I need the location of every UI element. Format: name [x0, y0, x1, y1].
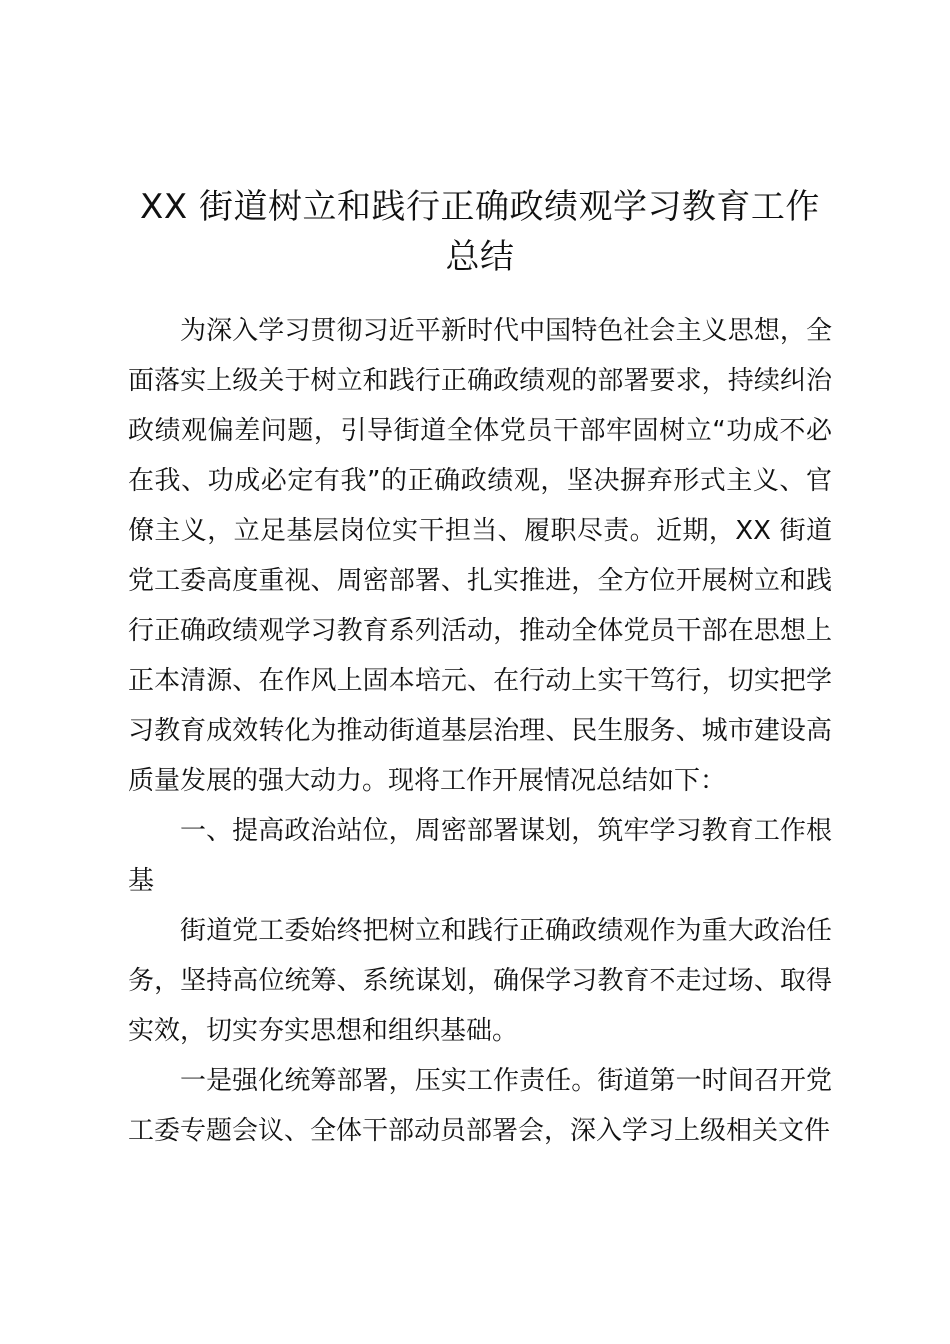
section-1-item-1-paragraph: 一是强化统筹部署，压实工作责任。街道第一时间召开党工委专题会议、全体干部动员部署会，深入学习上级相关文件: [128, 1066, 832, 1146]
document-body: [128, 306, 832, 1156]
intro-paragraph: 为深入学习贯彻习近平新时代中国特色社会主义思想，全面落实上级关于树立和践行正确政绩观的部署要求，持续纠治政绩观偏差问题，引导街道全体党员干部牢固树立“功成不必在我、功成必定有我”的正确政绩观，坚决摒弃形式主义、官僚主义，立足基层岗位实干担当、履职尽责。近期，XX 街道党工委高度重视、周密部署、扎实推进，全方位开展树立和践行正确政绩观学习教育系列活动，推动全体党员干部在思想上正本清源、在作风上固本培元、在行动上实干笃行，切实把学习教育成效转化为推动街道基层治理、民生服务、城市建设高质量发展的强大动力。现将工作开展情况总结如下：: [128, 316, 832, 796]
section-1-paragraph: 街道党工委始终把树立和践行正确政绩观作为重大政治任务，坚持高位统筹、系统谋划，确保学习教育不走过场、取得实效，切实夯实思想和组织基础。: [128, 916, 832, 1046]
document-title-line-2: 总结: [445, 237, 515, 277]
document-title-line-1: XX 街道树立和践行正确政绩观学习教育工作: [140, 187, 820, 227]
section-heading-1: 一、提高政治站位，周密部署谋划，筑牢学习教育工作根基: [128, 816, 832, 896]
